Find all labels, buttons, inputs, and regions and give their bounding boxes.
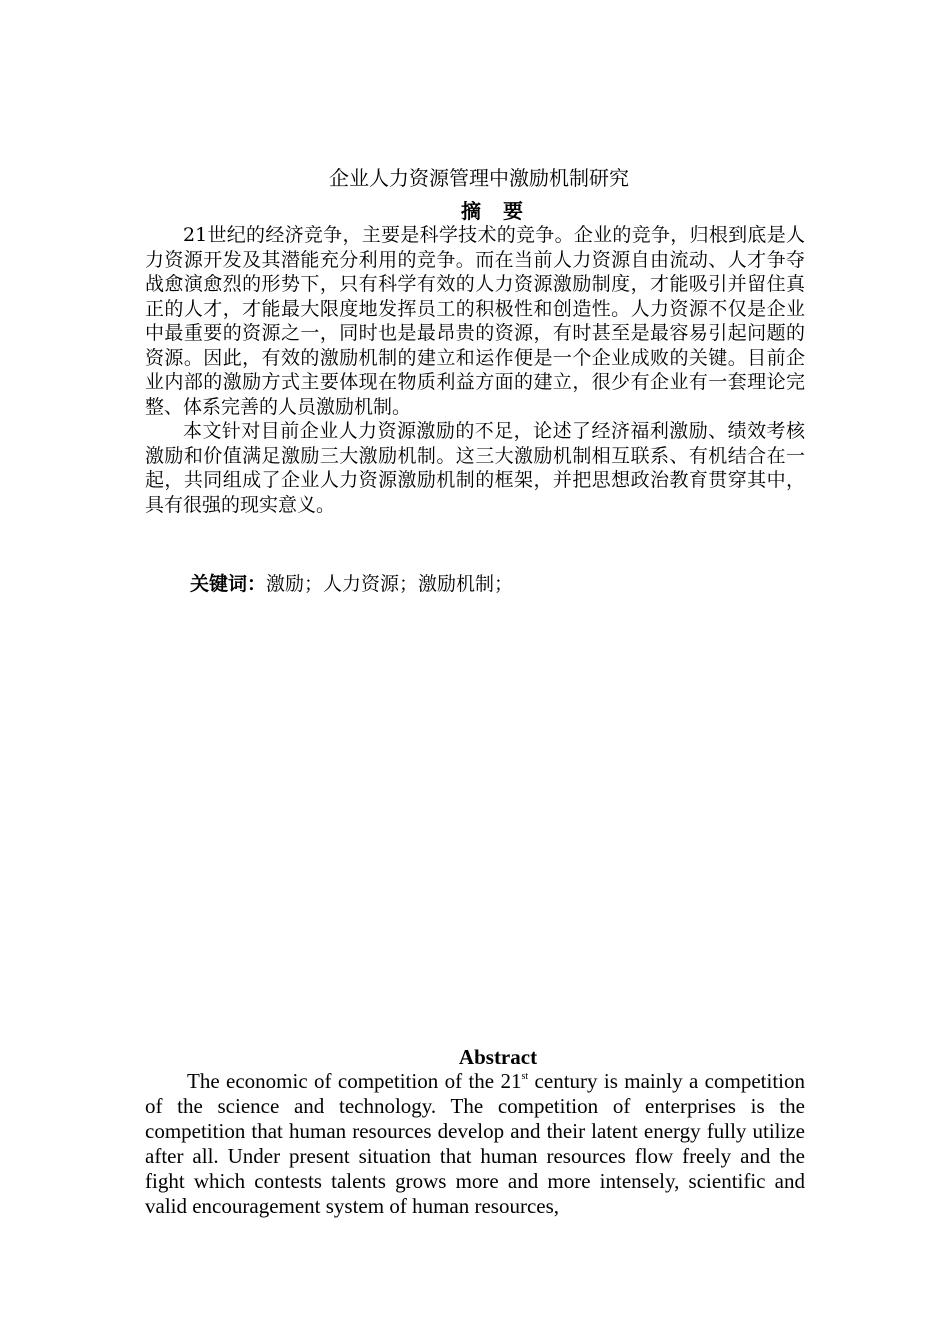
chinese-abstract-body bbox=[145, 223, 805, 517]
keywords-line bbox=[190, 570, 513, 598]
chinese-abstract-heading: 摘要 bbox=[461, 199, 545, 223]
english-abstract-text-rest: century is mainly a competition of the science and technology. The competition of enterprises is the competition that human resources develop and their latent energy fully utilize after all. Under present situation that human resources flow freely and the fight which contests talents grows more and more intensely, scientific and valid encouragement system of human resources, bbox=[145, 1069, 805, 1218]
english-abstract-body bbox=[145, 1069, 805, 1219]
keywords-label: 关键词： bbox=[190, 573, 267, 595]
english-abstract-heading: Abstract bbox=[458, 1045, 538, 1069]
ordinal-superscript: st bbox=[521, 1071, 529, 1082]
english-abstract-text-start: The economic of competition of the 21 bbox=[187, 1069, 522, 1093]
paper-title: 企业人力资源管理中激励机制研究 bbox=[329, 166, 629, 190]
english-abstract-paragraph bbox=[145, 1069, 805, 1219]
chinese-abstract-paragraph-1: 21世纪的经济竞争，主要是科学技术的竞争。企业的竞争，归根到底是人力资源开发及其潜能充分利用的竞争。而在当前人力资源自由流动、人才争夺战愈演愈烈的形势下，只有科学有效的人力资源激励制度，才能吸引并留住真正的人才，才能最大限度地发挥员工的积极性和创造性。人力资源不仅是企业中最重要的资源之一，同时也是最昂贵的资源，有时甚至是最容易引起问题的资源。因此，有效的激励机制的建立和运作便是一个企业成败的关键。目前企业内部的激励方式主要体现在物质利益方面的建立，很少有企业有一套理论完整、体系完善的人员激励机制。 bbox=[145, 224, 805, 418]
chinese-abstract-paragraph-2: 本文针对目前企业人力资源激励的不足，论述了经济福利激励、绩效考核激励和价值满足激励三大激励机制。这三大激励机制相互联系、有机结合在一起，共同组成了企业人力资源激励机制的框架，并把思想政治教育贯穿其中，具有很强的现实意义。 bbox=[145, 420, 805, 516]
keywords-value: 激励；人力资源；激励机制； bbox=[266, 573, 514, 595]
